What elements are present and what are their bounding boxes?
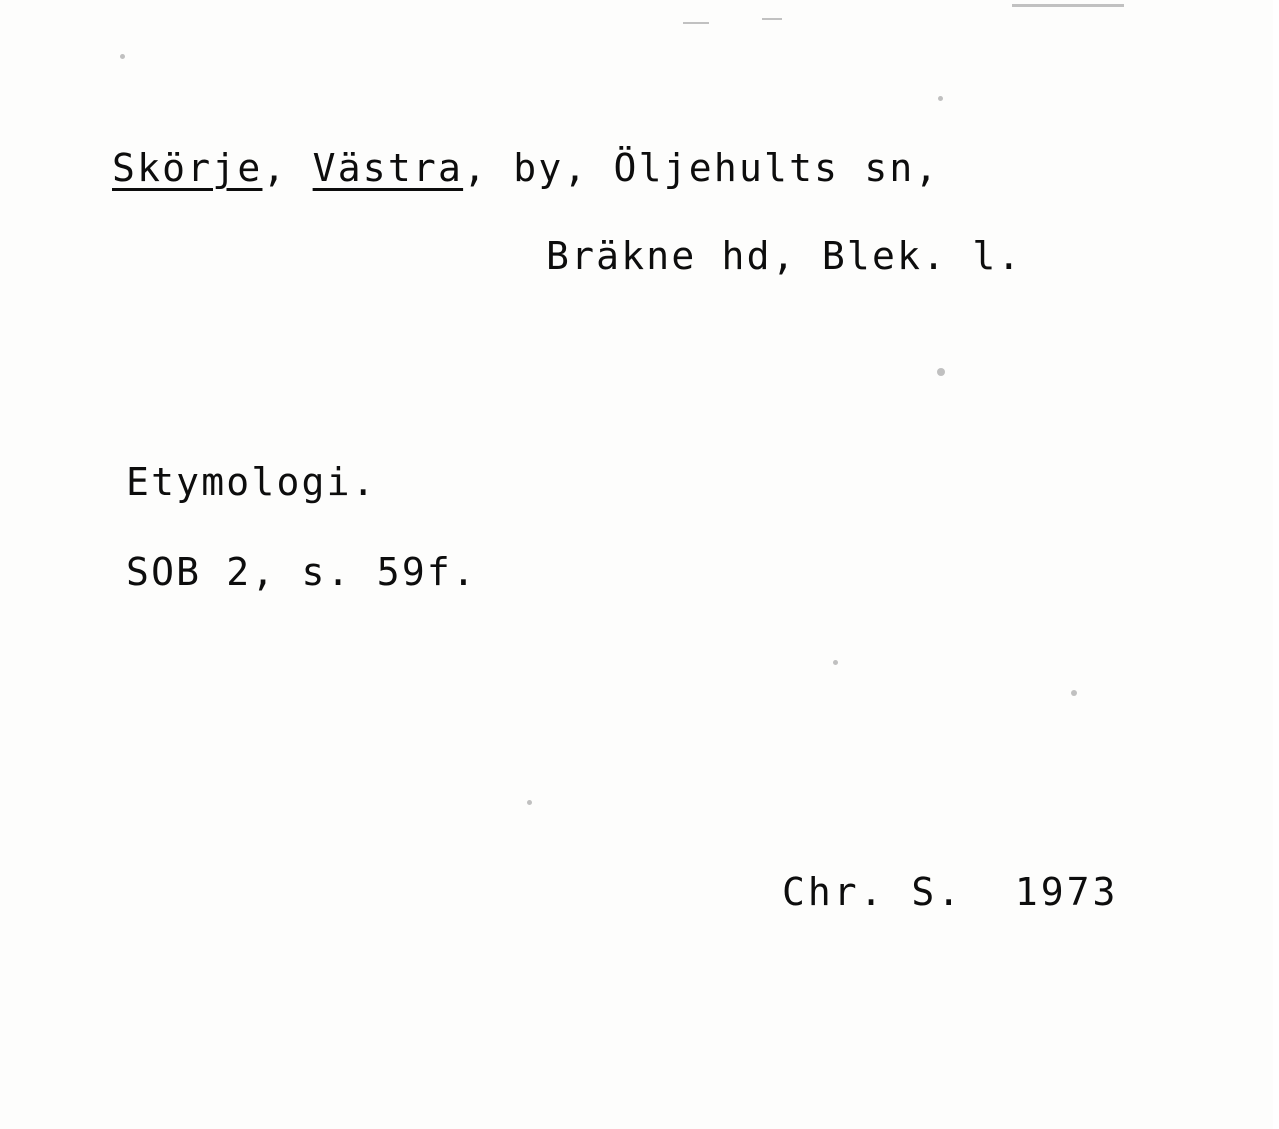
reference-line: SOB 2, s. 59f. [126, 550, 478, 594]
place-line: Bräkne hd, Blek. l. [546, 234, 1023, 278]
scan-mark [938, 96, 943, 101]
headword-qualifier: Västra [312, 146, 464, 190]
scan-mark [937, 368, 945, 376]
section-title: Etymologi. [126, 460, 377, 504]
scan-mark [683, 22, 709, 24]
headword-line [112, 148, 940, 190]
scan-mark [1012, 4, 1124, 7]
scan-mark [833, 660, 838, 665]
scan-mark [120, 54, 125, 59]
scan-mark [762, 18, 782, 20]
signature-line: Chr. S. 1973 [782, 870, 1119, 914]
headword-suffix: , by, Öljehults sn, [463, 146, 940, 190]
scan-mark [1071, 690, 1077, 696]
scan-mark [527, 800, 532, 805]
headword-separator: , [262, 146, 313, 190]
headword-name: Skörje [112, 146, 263, 190]
